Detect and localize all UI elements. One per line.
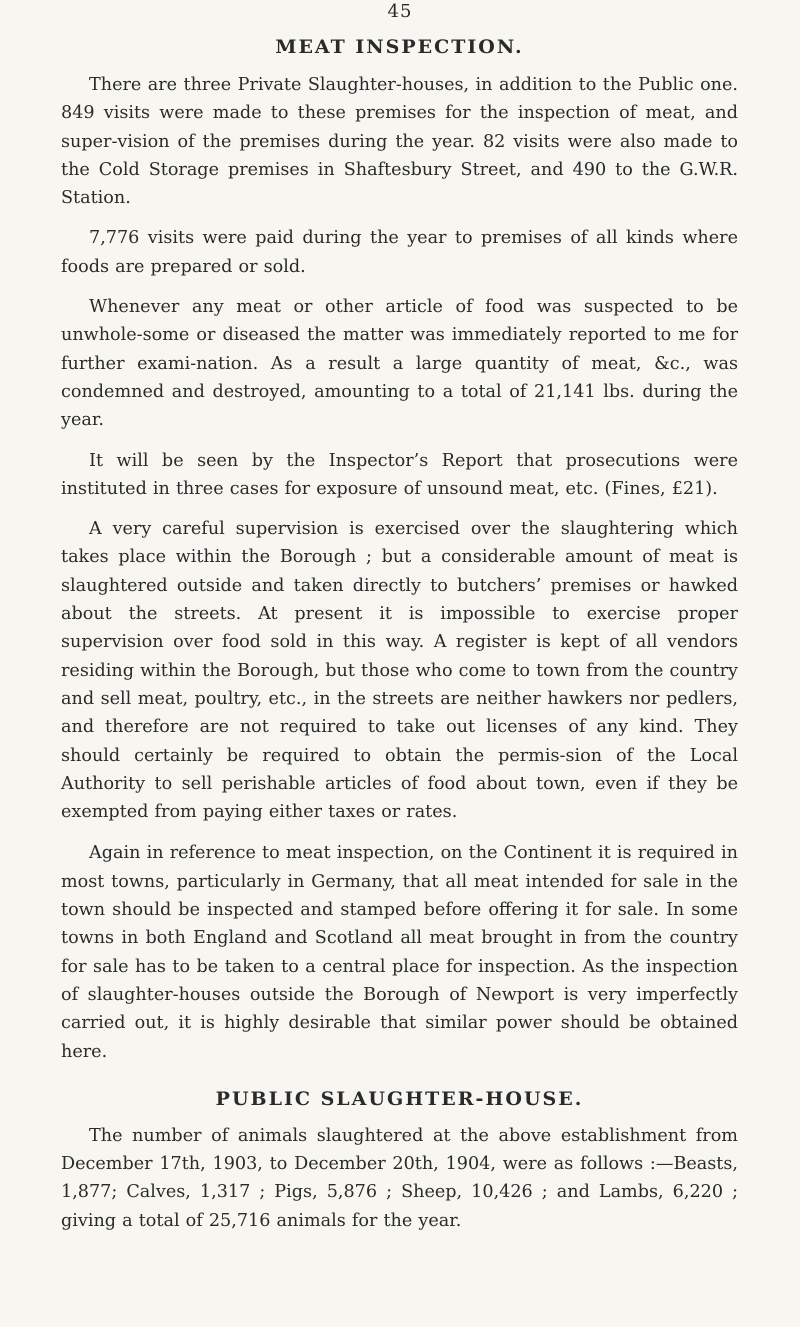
paragraph-food-premises-visits: 7,776 visits were paid during the year to premises of all kinds where foods are prepared or sold.	[61, 228, 738, 277]
page-number: 45	[387, 1, 413, 22]
paragraph-condemned-meat: Whenever any meat or other article of food was suspected to be unwhole-some or diseased the matter was immediately reported to me for further exami-nation. As a result a large quantity of meat, &c., was condemned and destroyed, amounting to a total of 21,141 lbs. during the year.	[61, 297, 738, 431]
meat-inspection-heading: MEAT INSPECTION.	[275, 36, 524, 58]
paragraph-continent-inspection: Again in reference to meat inspection, on the Continent it is required in most towns, particularly in Germany, that all meat intended for sale in the town should be inspected and stamped before offering it for sale. In some towns in both England and Scotland all meat brought in from the country for sale has to be taken to a central place for inspection. As the inspection of slaughter-houses outside the Borough of Newport is very imperfectly carried out, it is highly desirable that similar power should be obtained here.	[61, 843, 738, 1062]
public-slaughter-house-heading: PUBLIC SLAUGHTER-HOUSE.	[215, 1087, 584, 1110]
paragraph-slaughter-house-visits: There are three Private Slaughter-houses, in addition to the Public one. 849 visits were made to these premises for the inspection of meat, and super-vision of the premises during the year. 82 visits were also made to the Cold Storage premises in Shaftesbury Street, and 490 to the G.W.R. Station.	[61, 75, 738, 209]
paragraph-supervision: A very careful supervision is exercised over the slaughtering which takes place within the Borough ; but a considerable amount of meat is slaughtered outside and taken directly to butchers’ premises or hawked about the streets. At present it is impossible to exercise proper supervision over food sold in this way. A register is kept of all vendors residing within the Borough, but those who come to town from the country and sell meat, poultry, etc., in the streets are neither hawkers nor pedlers, and therefore are not required to take out licenses of any kind. They should certainly be required to obtain the permis-sion of the Local Authority to sell perishable articles of food about town, even if they be exempted from paying either taxes or rates.	[61, 519, 738, 823]
paragraph-animals-slaughtered: The number of animals slaughtered at the above establishment from December 17th, 1903, to December 20th, 1904, were as follows :—Beasts, 1,877; Calves, 1,317 ; Pigs, 5,876 ; Sheep, 10,426 ; and Lambs, 6,220 ; giving a total of 25,716 animals for the year.	[61, 1125, 738, 1231]
paragraph-prosecutions: It will be seen by the Inspector’s Report that prosecutions were instituted in three cases for exposure of unsound meat, etc. (Fines, £21).	[61, 450, 738, 499]
